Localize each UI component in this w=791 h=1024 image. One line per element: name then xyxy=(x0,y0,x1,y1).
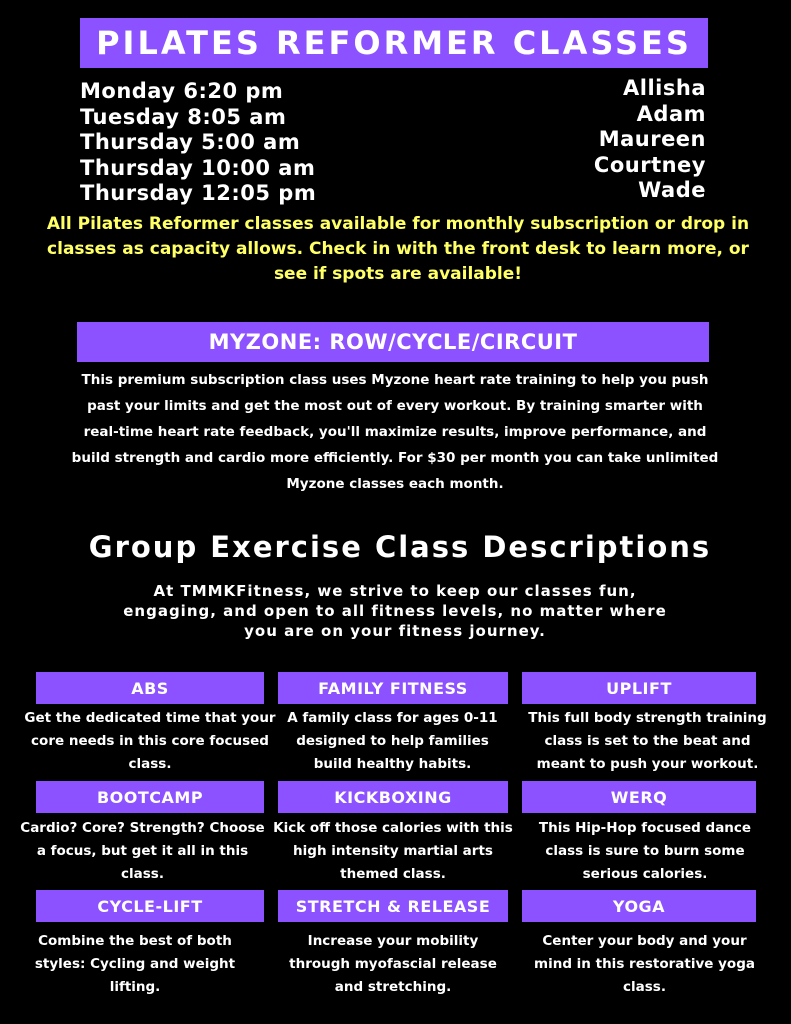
instructor-name: Maureen xyxy=(598,127,706,151)
class-title-werq: WERQ xyxy=(522,781,756,813)
class-description-werq: This Hip-Hop focused dance class is sure to burn some serious calories. xyxy=(538,820,752,882)
class-description-uplift: This full body strength training class is set to the beat and meant to push your workout. xyxy=(528,710,767,772)
schedule-time: Thursday 12:05 pm xyxy=(80,181,317,205)
class-description-yoga: Center your body and your mind in this restorative yoga class. xyxy=(534,933,755,995)
pilates-subscription-note: All Pilates Reformer classes available for monthly subscription or drop in classes as capacity allows. Check in with the front desk to learn more, or see if spots are available! xyxy=(46,214,750,284)
class-title-stretch-release: STRETCH & RELEASE xyxy=(278,890,508,922)
class-description-stretch-release: Increase your mobility through myofascial release and stretching. xyxy=(289,933,497,995)
pilates-schedule-times xyxy=(80,79,316,207)
class-title-family-fitness: FAMILY FITNESS xyxy=(278,672,508,704)
instructor-name: Courtney xyxy=(593,152,706,177)
schedule-time: Thursday 5:00 am xyxy=(80,130,301,154)
schedule-time: Tuesday 8:05 am xyxy=(80,104,287,129)
class-title-yoga: YOGA xyxy=(522,890,756,922)
class-description-family-fitness: A family class for ages 0-11 designed to help families build healthy habits. xyxy=(287,710,498,772)
schedule-time: Monday 6:20 pm xyxy=(80,79,284,103)
myzone-description: This premium subscription class uses Myzone heart rate training to help you push past your limits and get the most out of every workout. By training smarter with real-time heart rate feedback, you'll maximize results, improve performance, and build strength and cardio more efficiently. For $30 per month you can take unlimited Myzone classes each month. xyxy=(71,372,719,492)
group-exercise-title: Group Exercise Class Descriptions xyxy=(88,530,712,564)
class-title-kickboxing: KICKBOXING xyxy=(278,781,508,813)
myzone-title: MYZONE: ROW/CYCLE/CIRCUIT xyxy=(77,322,709,362)
class-description-cycle-lift: Combine the best of both styles: Cycling and weight lifting. xyxy=(34,933,236,995)
group-exercise-intro: At TMMKFitness, we strive to keep our classes fun, engaging, and open to all fitness levels, no matter where you are on your fitness journey. xyxy=(123,582,667,640)
class-title-uplift: UPLIFT xyxy=(522,672,756,704)
pilates-instructors xyxy=(594,76,706,204)
class-description-kickboxing: Kick off those calories with this high intensity martial arts themed class. xyxy=(273,820,513,882)
class-description-abs: Get the dedicated time that your core needs in this core focused class. xyxy=(24,710,276,772)
pilates-reformer-title: PILATES REFORMER CLASSES xyxy=(80,18,708,68)
class-title-cycle-lift: CYCLE-LIFT xyxy=(36,890,264,922)
schedule-time: Thursday 10:00 am xyxy=(80,155,316,180)
instructor-name: Adam xyxy=(636,101,706,126)
instructor-name: Wade xyxy=(638,178,706,202)
class-description-bootcamp: Cardio? Core? Strength? Choose a focus, but get it all in this class. xyxy=(20,820,265,882)
instructor-name: Allisha xyxy=(623,76,706,100)
class-title-abs: ABS xyxy=(36,672,264,704)
class-title-bootcamp: BOOTCAMP xyxy=(36,781,264,813)
